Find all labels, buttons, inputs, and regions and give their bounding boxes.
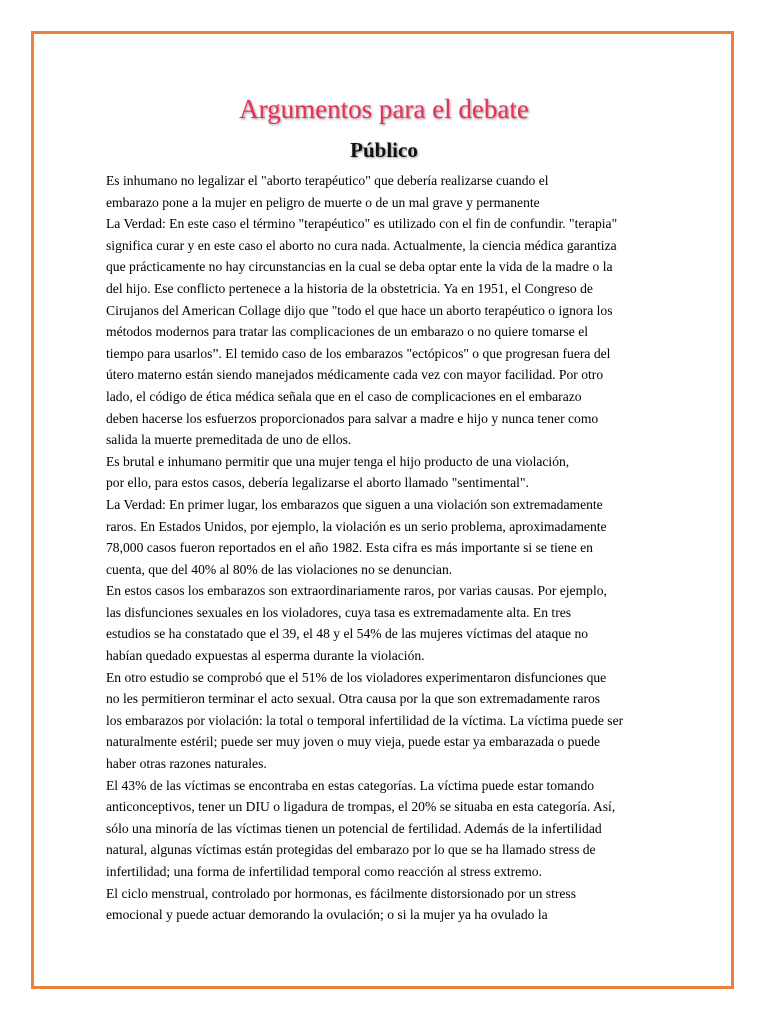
text-line: salida la muerte premeditada de uno de ellos. — [106, 432, 352, 448]
text-line: Es brutal e inhumano permitir que una mujer tenga el hijo producto de una violación, — [106, 453, 570, 469]
text-line: lado, el código de ética médica señala que en el caso de complicaciones en el embarazo — [106, 388, 582, 404]
text-line: emocional y puede actuar demorando la ovulación; o si la mujer ya ha ovulado la — [106, 907, 548, 923]
text-line: que prácticamente no hay circunstancias en la cual se deba optar ente la vida de la madre o la — [106, 259, 613, 275]
text-line: La Verdad: En este caso el término "terapéutico" es utilizado con el fin de confundir. "terapia" — [106, 216, 618, 232]
document-title: Argumentos para el debate — [239, 94, 529, 124]
text-line: métodos modernos para tratar las complicaciones de un embarazo o no quiere tomarse el — [106, 324, 589, 340]
text-line: las disfunciones sexuales en los violadores, cuya tasa es extremadamente alta. En tres — [106, 604, 572, 620]
text-line: En estos casos los embarazos son extraordinariamente raros, por varias causas. Por ejemplo, — [106, 583, 607, 599]
text-line: infertilidad; una forma de infertilidad temporal como reacción al stress extremo. — [106, 864, 542, 879]
text-line: 78,000 casos fueron reportados en el año 1982. Esta cifra es más importante si se tiene en — [106, 540, 593, 556]
document-subtitle: Público — [350, 138, 418, 162]
text-line: haber otras razones naturales. — [106, 756, 267, 772]
text-line: cuenta, que del 40% al 80% de las violaciones no se denuncian. — [106, 561, 453, 577]
text-line: los embarazos por violación: la total o temporal infertilidad de la víctima. La víctima puede ser — [106, 712, 624, 728]
text-line: sólo una minoría de las víctimas tienen un potencial de fertilidad. Además de la infertilidad — [106, 820, 602, 836]
text-line: El 43% de las víctimas se encontraba en estas categorías. La víctima puede estar tomando — [106, 777, 595, 793]
text-line: anticonceptivos, tener un DIU o ligadura de trompas, el 20% se situaba en esta categoría. Así, — [106, 799, 616, 815]
text-line: útero materno están siendo manejados médicamente cada vez con mayor facilidad. Por otro — [106, 367, 604, 383]
text-line: tiempo para usarlos”. El temido caso de los embarazos "ectópicos" o que progresan fuera del — [106, 345, 611, 361]
text-line: La Verdad: En primer lugar, los embarazos que siguen a una violación son extremadamente — [106, 496, 603, 512]
text-line: por ello, para estos casos, debería legalizarse el aborto llamado "sentimental". — [106, 475, 529, 491]
text-line: Cirujanos del American Collage dijo que "todo el que hace un aborto terapéutico o ignora los — [106, 302, 613, 318]
text-line: naturalmente estéril; puede ser muy joven o muy vieja, puede estar ya embarazada o puede — [106, 734, 601, 750]
text-line: En otro estudio se comprobó que el 51% de los violadores experimentaron disfunciones que — [106, 669, 607, 685]
text-line: El ciclo menstrual, controlado por hormonas, es fácilmente distorsionado por un stress — [106, 885, 577, 901]
text-line: no les permitieron terminar el acto sexual. Otra causa por la que son extremadamente raros — [106, 691, 601, 707]
text-line: embarazo pone a la mujer en peligro de muerte o de un mal grave y permanente — [106, 194, 540, 210]
text-line: significa curar y en este caso el aborto no cura nada. Actualmente, la ciencia médica garantiza — [106, 237, 617, 253]
text-line: deben hacerse los esfuerzos proporcionados para salvar a madre e hijo y nunca tener como — [106, 410, 599, 426]
text-line: raros. En Estados Unidos, por ejemplo, la violación es un serio problema, aproximadamente — [106, 518, 607, 534]
text-line: estudios se ha constatado que el 39, el 48 y el 54% de las mujeres víctimas del ataque no — [106, 626, 589, 642]
body-text — [106, 170, 666, 926]
text-line: Es inhumano no legalizar el "aborto terapéutico" que debería realizarse cuando el — [106, 173, 549, 188]
text-line: habían quedado expuestas al esperma durante la violación. — [106, 648, 425, 664]
text-line: natural, algunas víctimas están protegidas del embarazo por lo que se ha llamado stress de — [106, 842, 596, 858]
text-line: del hijo. Ese conflicto pertenece a la historia de la obstetricia. Ya en 1951, el Congreso de — [106, 280, 593, 296]
